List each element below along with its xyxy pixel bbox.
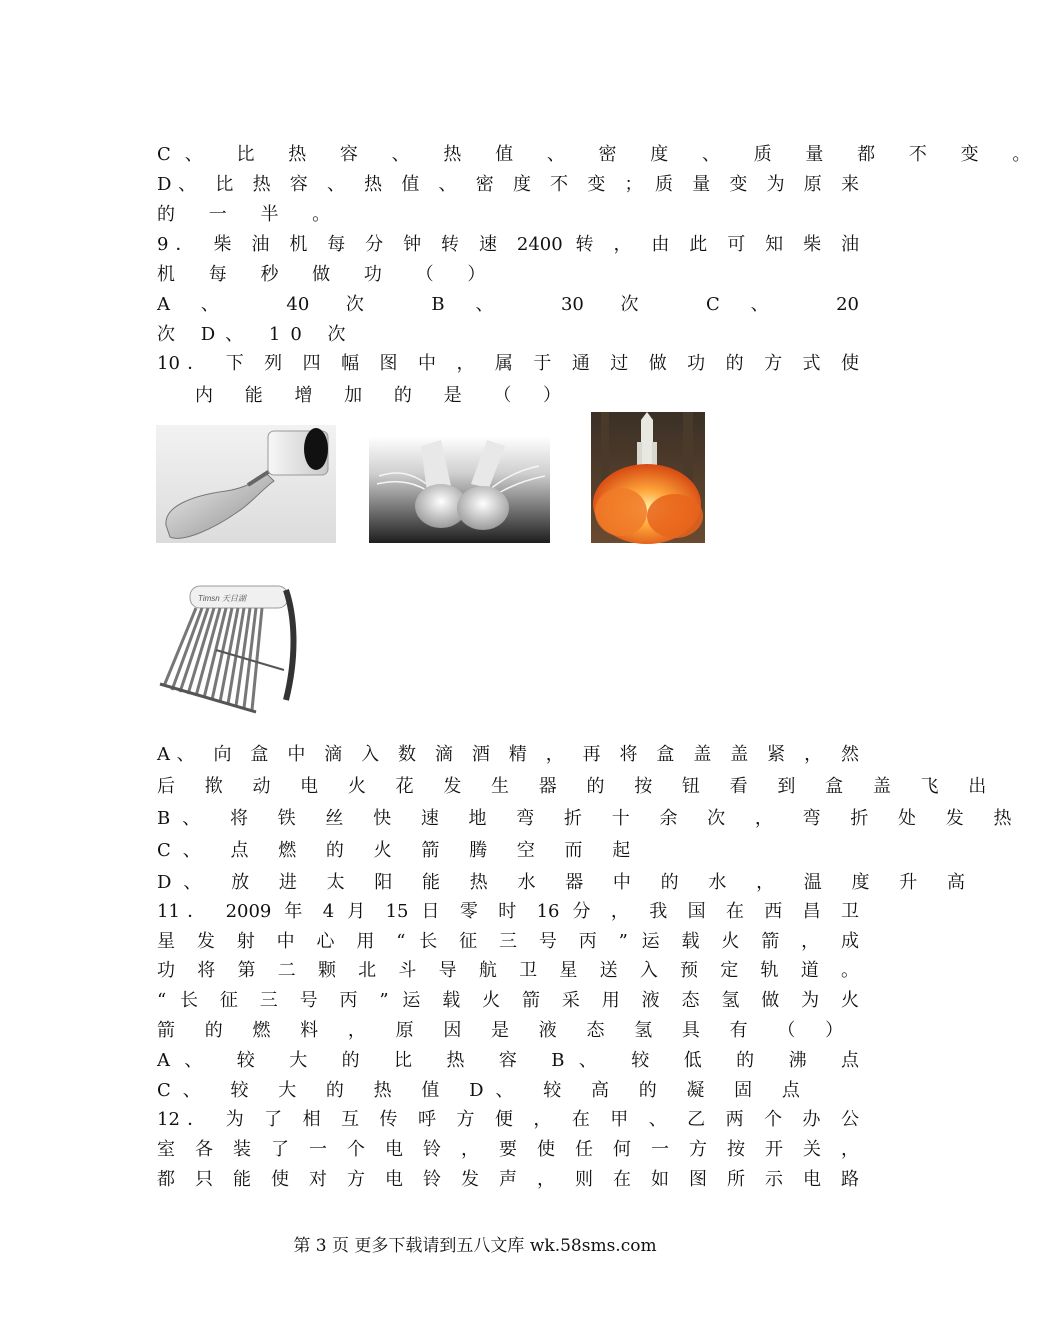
question-11-cont-1: 星 发 射 中 心 用 “ 长 征 三 号 丙 ” 运 载 火 箭 ， 成 <box>157 931 859 952</box>
page-footer: 第 3 页 更多下载请到五八文库 wk.58sms.com <box>293 1236 657 1256</box>
question-9-options: A、 40 次 B、 30 次 C、 20 <box>157 294 859 315</box>
solar-water-heater-image <box>156 580 296 715</box>
option-c-q10: C、 点 燃 的 火 箭 腾 空 而 起 <box>157 840 643 861</box>
heater-brand-text: Timsn 天目湖 <box>198 594 246 603</box>
option-a-q10: A、 向 盒 中 滴 入 数 滴 酒 精 ， 再 将 盒 盖 盖 紧 ， 然 <box>157 744 859 765</box>
question-11: 11． 2009 年 4 月 15 日 零 时 16 分 ， 我 国 在 西 昌 卫 <box>157 901 859 922</box>
question-11-options-cd: C、 较 大 的 热 值 D、 较 高 的 凝 固 点 <box>157 1080 812 1101</box>
question-10: 10． 下 列 四 幅 图 中 ， 属 于 通 过 做 功 的 方 式 使 <box>157 353 859 374</box>
question-11-cont-3: “ 长 征 三 号 丙 ” 运 载 火 箭 采 用 液 态 氢 做 为 火 <box>157 990 859 1011</box>
bending-wire-image <box>369 436 550 543</box>
option-a-q10-cont: 后 揿 动 电 火 花 发 生 器 的 按 钮 看 到 盒 盖 飞 出 <box>157 776 999 797</box>
option-d-q8-cont: 的 一 半 。 <box>157 204 345 225</box>
option-d-q8: D、 比 热 容 、 热 值 、 密 度 不 变 ； 质 量 变 为 原 来 <box>157 174 859 195</box>
question-9: 9． 柴 油 机 每 分 钟 转 速 2400 转 ， 由 此 可 知 柴 油 <box>157 234 859 255</box>
option-b-q10: B、 将 铁 丝 快 速 地 弯 折 十 余 次 ， 弯 折 处 发 热 <box>157 808 1024 829</box>
question-12-cont-1: 室 各 装 了 一 个 电 铃 ， 要 使 任 何 一 方 按 开 关 ， <box>157 1139 859 1160</box>
question-10-cont: 内 能 增 加 的 是 （ ） <box>195 385 575 406</box>
option-c-q8: C、 比 热 容 、 热 值 、 密 度 、 质 量 都 不 变 。 <box>157 144 1044 165</box>
option-d-q10: D、 放 进 太 阳 能 热 水 器 中 的 水 ， 温 度 升 高 <box>157 872 977 893</box>
question-11-cont-2: 功 将 第 二 颗 北 斗 导 航 卫 星 送 入 预 定 轨 道 。 <box>157 960 859 981</box>
question-11-options-ab: A、 较 大 的 比 热 容 B、 较 低 的 沸 点 <box>157 1050 859 1071</box>
rocket-launch-image <box>591 412 705 543</box>
question-12: 12． 为 了 相 互 传 呼 方 便 ， 在 甲 、 乙 两 个 办 公 <box>157 1109 859 1130</box>
question-9-options-cont: 次 D、 10 次 <box>157 324 356 345</box>
question-11-cont-4: 箭 的 燃 料 ， 原 因 是 液 态 氢 具 有 （ ） <box>157 1020 856 1041</box>
question-12-cont-2: 都 只 能 使 对 方 电 铃 发 声 ， 则 在 如 图 所 示 电 路 <box>157 1169 859 1190</box>
spark-generator-image <box>156 425 336 543</box>
question-9-cont: 机 每 秒 做 功 （ ） <box>157 264 500 285</box>
